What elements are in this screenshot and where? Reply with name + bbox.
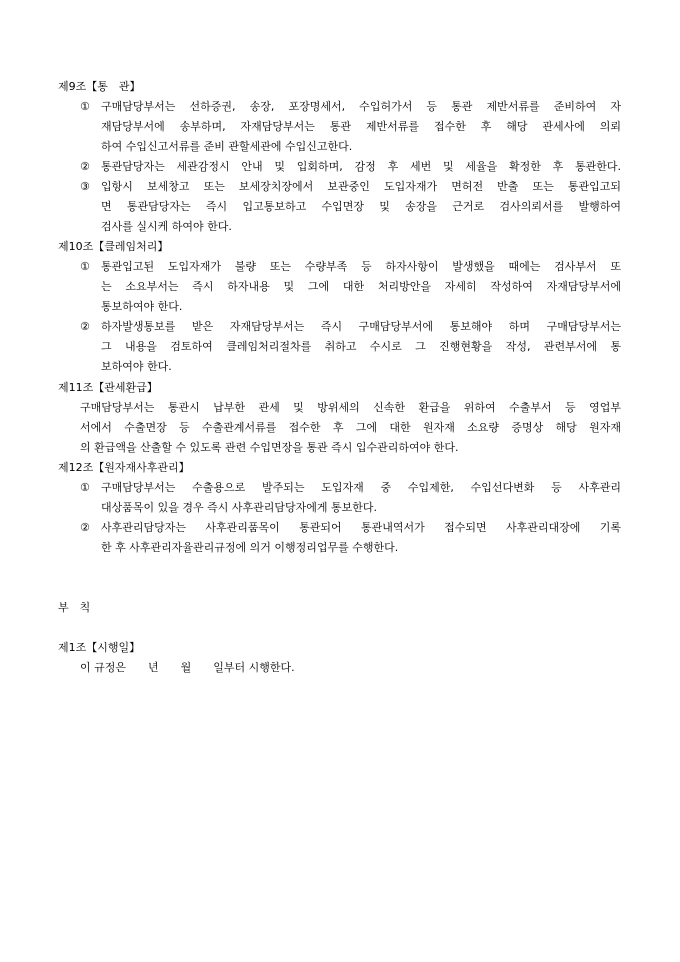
- item-line: 하여 수입신고서류를 준비 관할세관에 수입신고한다.: [101, 140, 353, 153]
- item-line: 면 통관담당자는 즉시 입고통보하고 수입면장 및 송장을 근거로 검사의뢰서를 발행하여: [101, 200, 621, 213]
- item-line: 한 후 사후관리자율관리규정에 의거 이행정리업무를 수행한다.: [101, 541, 399, 554]
- article-9-title: 제9조【통 관】: [58, 80, 141, 93]
- item-number: ②: [80, 320, 90, 333]
- item-line: 입항시 보세창고 또는 보세장치장에서 보관중인 도입자재가 면허전 반출 또는 통관입고되: [101, 180, 621, 193]
- item-number: ②: [80, 521, 90, 534]
- item-number: ②: [80, 160, 90, 173]
- item-number: ①: [80, 260, 90, 273]
- item-number: ①: [80, 481, 90, 494]
- item-line: 하자발생통보를 받은 자재담당부서는 즉시 구매담당부서에 통보해야 하며 구매담당부서는: [101, 320, 621, 333]
- item-number: ①: [80, 100, 90, 113]
- paragraph-line: 구매담당부서는 통관시 납부한 관세 및 방위세의 신속한 환급을 위하여 수출부서 등 영업부: [80, 401, 621, 414]
- paragraph-line: 서에서 수출면장 등 수출관계서류를 접수한 후 그에 대한 원자재 소요량 증명상 해당 원자재: [80, 421, 621, 434]
- article-11-title: 제11조【관세환급】: [58, 381, 158, 394]
- item-line: 검사를 실시케 하여야 한다.: [101, 220, 232, 233]
- item-line: 구매담당부서는 선하증권, 송장, 포장명세서, 수입허가서 등 통관 제반서류를 준비하여 자: [101, 100, 621, 113]
- article-10-title: 제10조【클레임처리】: [58, 240, 169, 253]
- supplement-article-title: 제1조【시행일】: [58, 641, 141, 654]
- item-line: 그 내용을 검토하여 클레임처리절차를 취하고 수시로 그 진행현황을 작성, 관련부서에 통: [101, 340, 621, 353]
- item-line: 사후관리담당자는 사후관리품목이 통관되어 통관내역서가 접수되면 사후관리대장에 기록: [101, 521, 621, 534]
- article-12-title: 제12조【원자재사후관리】: [58, 461, 190, 474]
- item-line: 재담당부서에 송부하며, 자재담당부서는 통관 제반서류를 접수한 후 해당 관세사에 의뢰: [101, 120, 621, 133]
- item-line: 구매담당부서는 수출용으로 발주되는 도입자재 중 수입제한, 수입선다변화 등 사후관리: [101, 481, 621, 494]
- item-line: 통관입고된 도입자재가 불량 또는 수량부족 등 하자사항이 발생했을 때에는 검사부서 또: [101, 260, 621, 273]
- item-number: ③: [80, 180, 90, 193]
- paragraph-line: 의 환급액을 산출할 수 있도록 관련 수입면장을 통관 즉시 입수관리하여야 한다.: [80, 441, 459, 454]
- item-line: 는 소요부서는 즉시 하자내용 및 그에 대한 처리방안을 자세히 작성하여 자재담당부서에: [101, 280, 621, 293]
- item-line: 대상품목이 있을 경우 즉시 사후관리담당자에게 통보한다.: [101, 501, 378, 514]
- item-line: 통관담당자는 세관감정시 안내 및 입회하며, 감정 후 세번 및 세율을 확정한 후 통관한다.: [101, 160, 621, 173]
- supplement-text: 이 규정은 년 월 일부터 시행한다.: [80, 661, 295, 674]
- item-line: 통보하여야 한다.: [101, 300, 183, 313]
- supplement-heading: 부 칙: [58, 601, 91, 614]
- item-line: 보하여야 한다.: [101, 360, 172, 373]
